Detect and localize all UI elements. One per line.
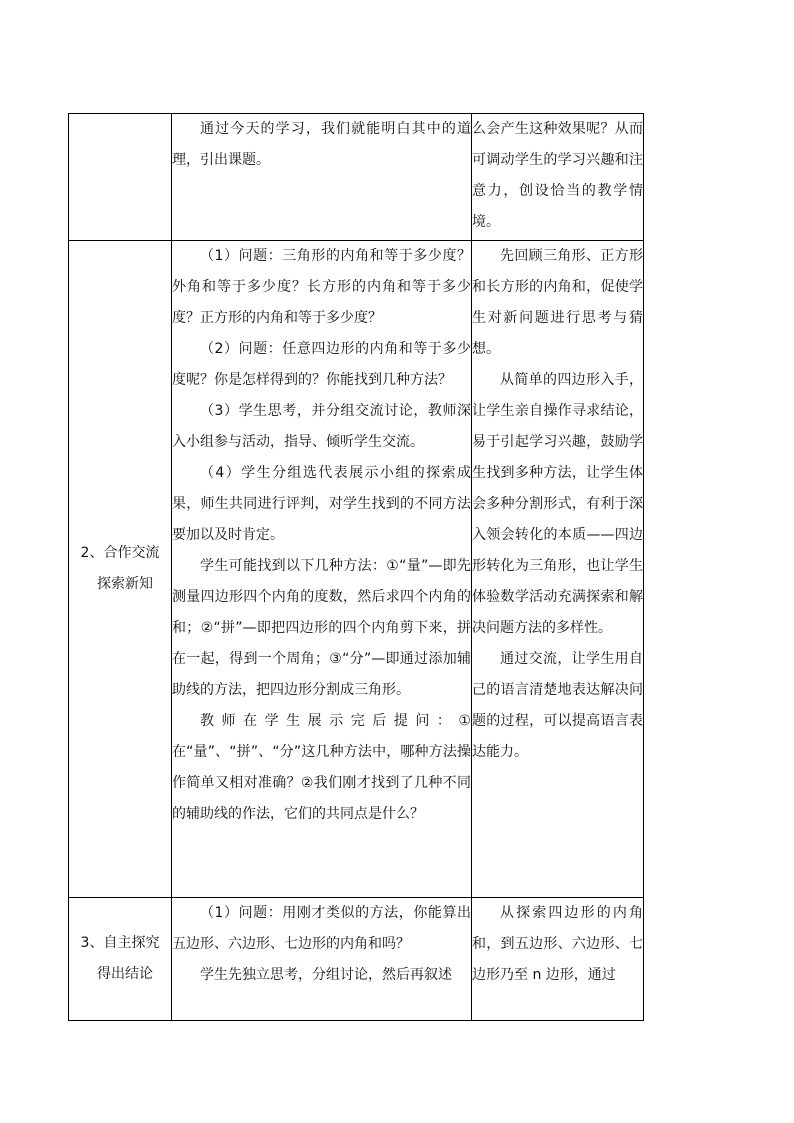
paragraph: （2）问题：任意四边形的内角和等于多少度呢？你是怎样得到的？你能找到几种方法？ bbox=[172, 341, 471, 388]
paragraph: 通过今天的学习，我们就能明白其中的道理，引出课题。 bbox=[172, 121, 471, 168]
design-intent-cell bbox=[472, 898, 644, 1021]
design-intent-cell bbox=[472, 241, 644, 898]
paragraph: 先回顾三角形、正方形和长方形的内角和，促使学生对新问题进行思考与猜想。 bbox=[472, 248, 643, 357]
step-label-cell bbox=[69, 898, 172, 1021]
teaching-content-cell bbox=[172, 114, 472, 241]
step-label-cell bbox=[69, 114, 172, 241]
paragraph: 通过交流，让学生用自己的语言清楚地表达解决问题的过程，可以提高语言表达能力。 bbox=[472, 651, 643, 760]
paragraph: 从简单的四边形入手，让学生亲自操作寻求结论，易于引起学习兴趣，鼓励学生找到多种方法，让学生体会多种分割形式，有利于深入领会转化的本质——四边形转化为三角形，也让学生体验数学活动充满探索和解决问题方法的多样性。 bbox=[472, 372, 643, 636]
step-label-cell bbox=[69, 241, 172, 898]
teaching-content-cell bbox=[172, 241, 472, 898]
teaching-content-cell bbox=[172, 898, 472, 1021]
paragraph: （3）学生思考，并分组交流讨论，教师深入小组参与活动，指导、倾听学生交流。 bbox=[172, 403, 471, 450]
paragraph: 么会产生这种效果呢？从而可调动学生的学习兴趣和注意力，创设恰当的教学情境。 bbox=[472, 121, 643, 230]
design-intent-cell bbox=[472, 114, 644, 241]
paragraph: 学生可能找到以下几种方法：①“量”—即先测量四边形四个内角的度数，然后求四个内角的和；②“拼”—即把四边形的四个内角剪下来，拼在一起，得到一个周角；③“分”—即通过添加辅助线的方法，把四边形分割成三角形。 bbox=[172, 558, 471, 698]
paragraph: 学生先独立思考，分组讨论，然后再叙述 bbox=[200, 967, 452, 983]
paragraph: 从探索四边形的内角和，到五边形、六边形、七边形乃至 n 边形，通过 bbox=[472, 905, 643, 983]
paragraph: （1）问题：三角形的内角和等于多少度？外角和等于多少度？长方形的内角和等于多少度？正方形的内角和等于多少度？ bbox=[172, 248, 471, 326]
table-row bbox=[69, 241, 644, 898]
lesson-plan-table bbox=[68, 113, 644, 1021]
paragraph: 教师在学生展示完后提问：①在“量”、“拼”、“分”这几种方法中，哪种方法操作简单又相对准确？②我们刚才找到了几种不同的辅助线的作法，它们的共同点是什么？ bbox=[172, 713, 471, 822]
step-subtitle: 得出结论 bbox=[97, 966, 153, 982]
table-row bbox=[69, 114, 644, 241]
paragraph: （1）问题：用刚才类似的方法，你能算出五边形、六边形、七边形的内角和吗？ bbox=[172, 905, 471, 952]
step-title: 2、合作交流 bbox=[80, 545, 160, 561]
paragraph: （4）学生分组选代表展示小组的探索成果，师生共同进行评判，对学生找到的不同方法要加以及时肯定。 bbox=[172, 465, 471, 543]
step-subtitle: 探索新知 bbox=[97, 576, 153, 592]
table-row bbox=[69, 898, 644, 1021]
step-title: 3、自主探究 bbox=[80, 935, 160, 951]
